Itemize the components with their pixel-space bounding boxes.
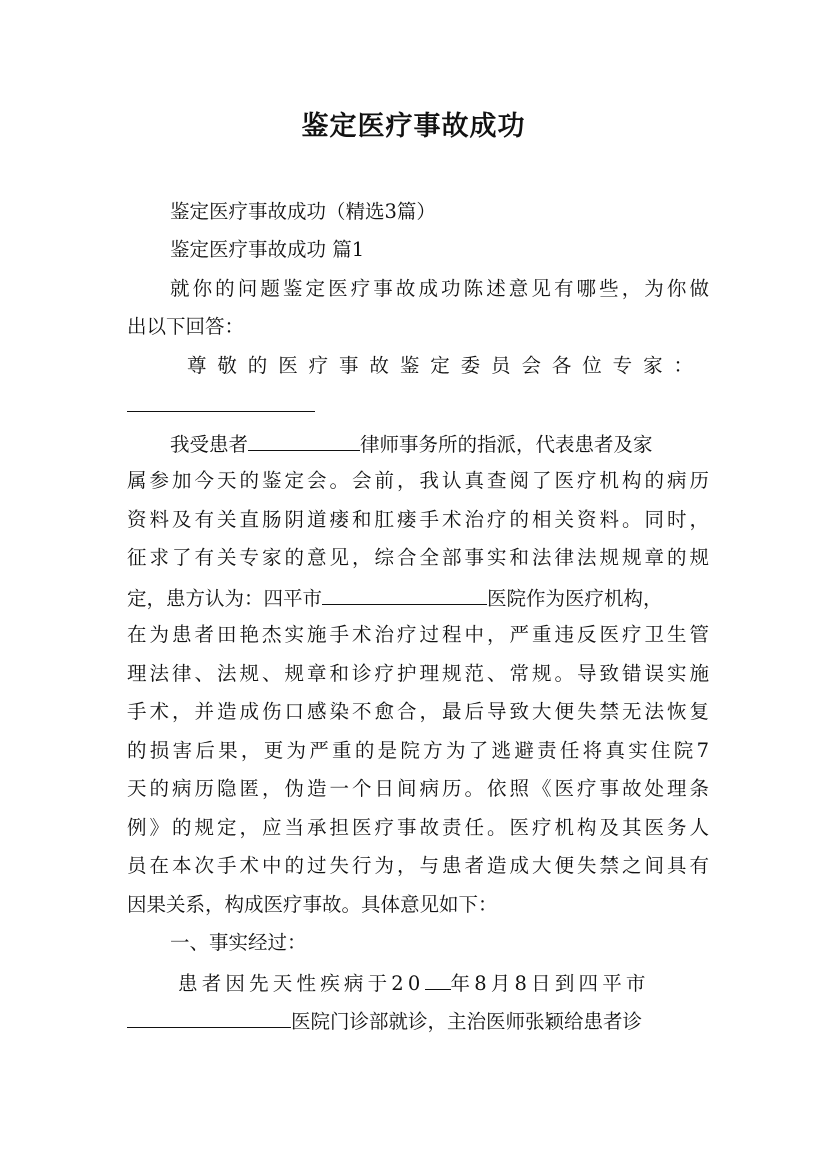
section-heading: 鉴定医疗事故成功 篇1 [170,238,365,261]
paragraph-line [127,584,709,612]
text-segment: 律师事务所的指派，代表患者及家 [360,433,653,456]
paragraph-line: 属参加今天的鉴定会。会前，我认真查阅了医疗机构的病历 [127,469,709,492]
paragraph-line: 出以下回答： [127,315,245,338]
text-segment: 医院作为医疗机构， [487,587,663,610]
fill-in-blank [127,1007,291,1028]
subtitle-line: 鉴定医疗事故成功（精选3篇） [170,200,436,223]
text-segment: 年8月8日到四平市 [450,972,650,995]
fill-in-blank [425,969,451,990]
fill-in-blank [248,430,360,451]
paragraph-line: 的损害后果，更为严重的是院方为了逃避责任将真实住院7 [127,739,709,762]
fill-in-blank [322,584,487,605]
paragraph-line [127,1007,709,1035]
paragraph-line: 就你的问题鉴定医疗事故成功陈述意见有哪些，为你做 [170,277,709,300]
paragraph-line: 征求了有关专家的意见，综合全部事实和法律法规规章的规 [127,546,709,569]
paragraph-line: 在为患者田艳杰实施手术治疗过程中，严重违反医疗卫生管 [127,623,709,646]
paragraph-line: 例》的规定，应当承担医疗事故责任。医疗机构及其医务人 [127,816,709,839]
fill-in-blank [127,391,315,412]
salutation-line: 尊敬的医疗事故鉴定委员会各位专家： [187,354,693,377]
text-segment: 我受患者 [170,433,249,456]
text-segment: 定，患方认为：四平市 [127,587,323,610]
paragraph-line: 天的病历隐匿，伪造一个日间病历。依照《医疗事故处理条 [127,777,709,800]
paragraph-line: 手术，并造成伤口感染不愈合，最后导致大便失禁无法恢复 [127,700,709,723]
paragraph-line: 理法律、法规、规章和诊疗护理规范、常规。导致错误实施 [127,662,709,685]
text-segment: 患者因先天性疾病于20 [178,972,425,995]
text-segment: 医院门诊部就诊，主治医师张颖给患者诊 [291,1010,643,1033]
paragraph-line: 资料及有关直肠阴道瘘和肛瘘手术治疗的相关资料。同时， [127,508,709,531]
document-title: 鉴定医疗事故成功 [301,111,526,142]
paragraph-line [170,430,709,458]
paragraph-line [178,969,709,997]
paragraph-line: 员在本次手术中的过失行为，与患者造成大便失禁之间具有 [127,854,709,877]
salutation-blank-line [127,391,709,419]
paragraph-line: 因果关系，构成医疗事故。具体意见如下： [127,893,498,916]
section-heading: 一、事实经过： [170,931,307,954]
